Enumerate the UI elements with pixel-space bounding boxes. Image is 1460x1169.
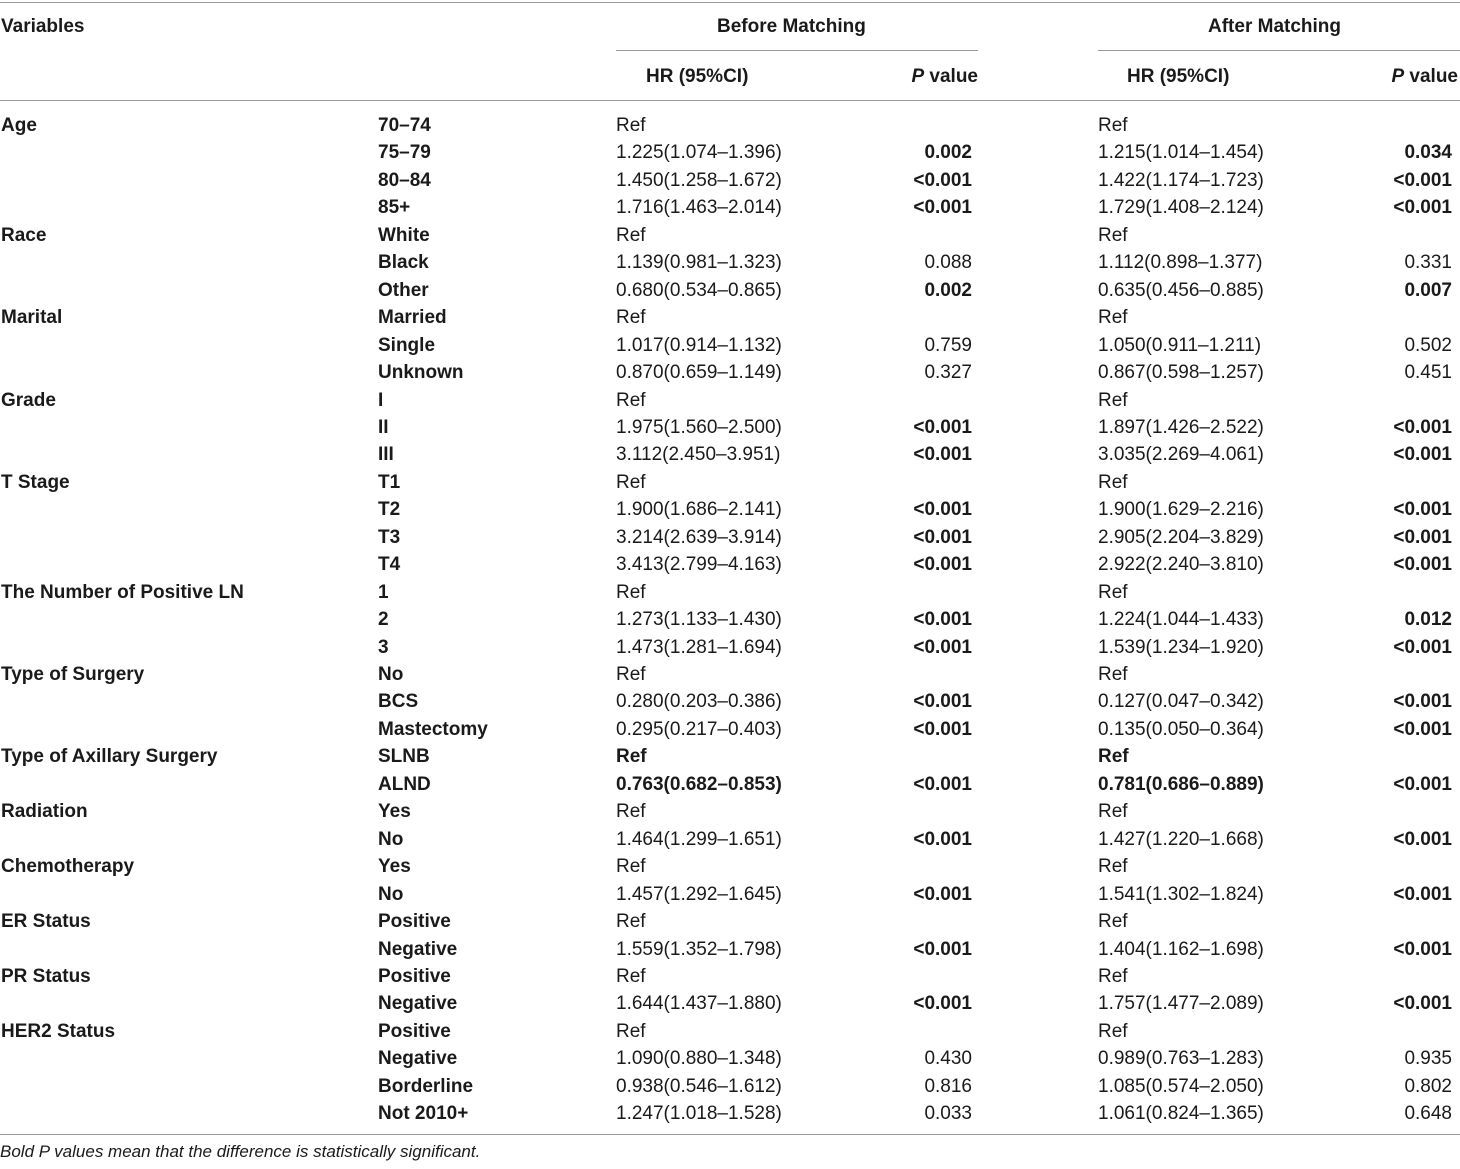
p-before-cell: <0.001: [913, 884, 972, 905]
hr-after-cell: 1.900(1.629–2.216): [1098, 499, 1264, 520]
hr-after-cell: 1.729(1.408–2.124): [1098, 197, 1264, 218]
hr-before-cell: 0.680(0.534–0.865): [616, 280, 782, 301]
variable-level: 75–79: [378, 142, 431, 163]
hr-before-cell: 1.559(1.352–1.798): [616, 939, 782, 960]
hr-before-cell: 1.473(1.281–1.694): [616, 637, 782, 658]
hr-before-cell: 1.644(1.437–1.880): [616, 993, 782, 1014]
hr-after-cell: 1.757(1.477–2.089): [1098, 993, 1264, 1014]
p-after-cell: <0.001: [1393, 993, 1452, 1014]
variable-level: Unknown: [378, 362, 464, 383]
variable-name: Age: [1, 115, 37, 136]
p-after-cell: 0.007: [1404, 280, 1452, 301]
p-after-cell: 0.451: [1404, 362, 1452, 383]
hr-before-cell: 1.017(0.914–1.132): [616, 335, 782, 356]
p-before-cell: 0.430: [924, 1048, 972, 1069]
p-after-cell: <0.001: [1393, 719, 1452, 740]
variable-name: The Number of Positive LN: [1, 582, 244, 603]
hr-before-cell: Ref: [616, 966, 646, 987]
variable-level: No: [378, 884, 404, 905]
variable-level: 1: [378, 582, 389, 603]
variable-level: 2: [378, 609, 389, 630]
hr-after-cell: Ref: [1098, 801, 1128, 822]
variable-level: White: [378, 225, 430, 246]
p-after-cell: <0.001: [1393, 170, 1452, 191]
variable-level: II: [378, 417, 389, 438]
p-after-cell: <0.001: [1393, 637, 1452, 658]
variable-level: No: [378, 664, 404, 685]
variable-level: T1: [378, 472, 401, 493]
hr-before-cell: 0.938(0.546–1.612): [616, 1076, 782, 1097]
p-before-cell: 0.002: [924, 142, 972, 163]
p-before-cell: 0.002: [924, 280, 972, 301]
hr-before-cell: Ref: [616, 115, 646, 136]
hr-before-cell: 1.090(0.880–1.348): [616, 1048, 782, 1069]
after-group-rule: [1098, 50, 1460, 51]
hr-after-cell: 1.050(0.911–1.211): [1098, 335, 1262, 356]
p-after-cell: <0.001: [1393, 691, 1452, 712]
p-before-cell: <0.001: [913, 554, 972, 575]
variable-level: Not 2010+: [378, 1103, 469, 1124]
header-variables: Variables: [1, 16, 85, 37]
p-before-cell: <0.001: [913, 197, 972, 218]
hr-after-cell: 1.422(1.174–1.723): [1098, 170, 1264, 191]
p-after-cell: <0.001: [1393, 444, 1452, 465]
p-after-cell: <0.001: [1393, 774, 1452, 795]
hr-after-cell: 3.035(2.269–4.061): [1098, 444, 1264, 465]
hr-after-cell: 0.781(0.686–0.889): [1098, 774, 1264, 795]
hr-before-cell: Ref: [616, 801, 646, 822]
variable-name: Marital: [1, 307, 63, 328]
p-after-cell: <0.001: [1393, 829, 1452, 850]
variable-level: SLNB: [378, 746, 430, 767]
variable-level: I: [378, 390, 384, 411]
hr-after-cell: Ref: [1098, 746, 1129, 767]
hr-before-cell: 0.295(0.217–0.403): [616, 719, 782, 740]
p-before-cell: 0.033: [924, 1103, 972, 1124]
variable-level: Black: [378, 252, 429, 273]
hr-before-cell: Ref: [616, 1021, 646, 1042]
hr-after-cell: Ref: [1098, 390, 1128, 411]
hr-after-cell: Ref: [1098, 225, 1128, 246]
p-after-cell: 0.802: [1404, 1076, 1452, 1097]
variable-name: Type of Surgery: [1, 664, 145, 685]
footnote: Bold P values mean that the difference is statistically significant.: [0, 1142, 481, 1161]
p-before-cell: 0.759: [924, 335, 972, 356]
p-before-cell: <0.001: [913, 719, 972, 740]
header-before-matching: Before Matching: [717, 16, 866, 37]
p-after-cell: 0.034: [1404, 142, 1452, 163]
p-before-cell: <0.001: [913, 499, 972, 520]
p-after-cell: <0.001: [1393, 417, 1452, 438]
p-before-cell: <0.001: [913, 444, 972, 465]
p-after-cell: 0.502: [1404, 335, 1452, 356]
header-bottom-rule: [0, 100, 1460, 101]
variable-level: Married: [378, 307, 447, 328]
hr-before-cell: Ref: [616, 746, 647, 767]
variable-name: PR Status: [1, 966, 91, 987]
hr-after-cell: 1.085(0.574–2.050): [1098, 1076, 1264, 1097]
hr-after-cell: 1.224(1.044–1.433): [1098, 609, 1264, 630]
hr-after-cell: 2.905(2.204–3.829): [1098, 527, 1264, 548]
hr-before-cell: 1.464(1.299–1.651): [616, 829, 782, 850]
hr-after-cell: 1.427(1.220–1.668): [1098, 829, 1264, 850]
variable-level: III: [378, 444, 394, 465]
hr-before-cell: Ref: [616, 307, 646, 328]
hr-after-cell: Ref: [1098, 582, 1128, 603]
hr-after-cell: 2.922(2.240–3.810): [1098, 554, 1264, 575]
variable-level: T4: [378, 554, 401, 575]
hr-after-cell: 1.541(1.302–1.824): [1098, 884, 1264, 905]
hr-after-cell: Ref: [1098, 664, 1128, 685]
variable-name: Type of Axillary Surgery: [1, 746, 218, 767]
variable-level: 3: [378, 637, 389, 658]
variable-level: Positive: [378, 911, 451, 932]
variable-level: Positive: [378, 966, 451, 987]
hr-after-cell: Ref: [1098, 1021, 1128, 1042]
p-before-cell: <0.001: [913, 993, 972, 1014]
p-before-cell: <0.001: [913, 637, 972, 658]
variable-level: Negative: [378, 993, 458, 1014]
hr-before-cell: 1.139(0.981–1.323): [616, 252, 782, 273]
hr-after-cell: 0.989(0.763–1.283): [1098, 1048, 1264, 1069]
variable-level: BCS: [378, 691, 419, 712]
variable-level: ALND: [378, 774, 431, 795]
hr-before-cell: Ref: [616, 390, 646, 411]
hr-before-cell: Ref: [616, 225, 646, 246]
hr-before-cell: 1.716(1.463–2.014): [616, 197, 782, 218]
hr-after-cell: 1.897(1.426–2.522): [1098, 417, 1264, 438]
p-italic: P: [1391, 66, 1405, 87]
hr-after-cell: 0.635(0.456–0.885): [1098, 280, 1264, 301]
hr-before-cell: Ref: [616, 472, 646, 493]
variable-level: 70–74: [378, 115, 431, 136]
p-after-cell: 0.331: [1404, 252, 1452, 273]
variable-level: 80–84: [378, 170, 431, 191]
p-before-cell: 0.816: [924, 1076, 972, 1097]
p-after-cell: 0.012: [1404, 609, 1452, 630]
p-before-cell: 0.088: [924, 252, 972, 273]
hr-after-cell: 1.061(0.824–1.365): [1098, 1103, 1264, 1124]
hr-before-cell: Ref: [616, 664, 646, 685]
hr-before-cell: 1.273(1.133–1.430): [616, 609, 782, 630]
hr-after-cell: 1.215(1.014–1.454): [1098, 142, 1264, 163]
hr-before-cell: 1.247(1.018–1.528): [616, 1103, 782, 1124]
variable-level: Mastectomy: [378, 719, 488, 740]
hr-after-cell: Ref: [1098, 856, 1128, 877]
variable-name: HER2 Status: [1, 1021, 116, 1042]
before-group-rule: [616, 50, 978, 51]
hr-before-cell: 3.112(2.450–3.951): [616, 444, 781, 465]
p-before-cell: <0.001: [913, 609, 972, 630]
variable-level: 85+: [378, 197, 411, 218]
p-rest: value: [1404, 66, 1458, 87]
p-after-cell: 0.648: [1404, 1103, 1452, 1124]
variable-level: T3: [378, 527, 401, 548]
hr-before-cell: 1.457(1.292–1.645): [616, 884, 782, 905]
hr-before-cell: 1.900(1.686–2.141): [616, 499, 782, 520]
variable-name: T Stage: [1, 472, 70, 493]
hr-before-cell: Ref: [616, 856, 646, 877]
hr-after-cell: 0.867(0.598–1.257): [1098, 362, 1264, 383]
bottom-rule: [0, 1134, 1460, 1135]
p-after-cell: <0.001: [1393, 527, 1452, 548]
p-before-cell: <0.001: [913, 417, 972, 438]
hr-before-cell: 3.214(2.639–3.914): [616, 527, 782, 548]
p-before-cell: <0.001: [913, 527, 972, 548]
hr-before-cell: 1.225(1.074–1.396): [616, 142, 782, 163]
p-rest: value: [924, 66, 978, 87]
hr-before-cell: Ref: [616, 582, 646, 603]
variable-name: Grade: [1, 390, 56, 411]
p-after-cell: <0.001: [1393, 499, 1452, 520]
header-p-before: [898, 66, 978, 88]
hr-after-cell: Ref: [1098, 115, 1128, 136]
header-after-matching: After Matching: [1208, 16, 1341, 37]
variable-level: T2: [378, 499, 401, 520]
hr-after-cell: 1.404(1.162–1.698): [1098, 939, 1264, 960]
variable-name: Race: [1, 225, 47, 246]
p-after-cell: 0.935: [1404, 1048, 1452, 1069]
p-italic: P: [911, 66, 925, 87]
hr-before-cell: 0.870(0.659–1.149): [616, 362, 782, 383]
hr-before-cell: 0.280(0.203–0.386): [616, 691, 782, 712]
p-before-cell: <0.001: [913, 691, 972, 712]
hr-before-cell: 1.975(1.560–2.500): [616, 417, 782, 438]
variable-name: Radiation: [1, 801, 88, 822]
hr-after-cell: Ref: [1098, 911, 1128, 932]
p-after-cell: <0.001: [1393, 554, 1452, 575]
variable-level: Negative: [378, 1048, 458, 1069]
p-before-cell: 0.327: [924, 362, 972, 383]
hr-after-cell: Ref: [1098, 966, 1128, 987]
variable-level: Borderline: [378, 1076, 474, 1097]
p-before-cell: <0.001: [913, 829, 972, 850]
hr-after-cell: 0.135(0.050–0.364): [1098, 719, 1264, 740]
hr-before-cell: Ref: [616, 911, 646, 932]
p-after-cell: <0.001: [1393, 939, 1452, 960]
variable-level: No: [378, 829, 404, 850]
p-before-cell: <0.001: [913, 170, 972, 191]
hr-before-cell: 0.763(0.682–0.853): [616, 774, 782, 795]
variable-level: Yes: [378, 801, 411, 822]
hr-after-cell: 0.127(0.047–0.342): [1098, 691, 1264, 712]
hr-after-cell: 1.112(0.898–1.377): [1098, 252, 1263, 273]
header-p-after: [1378, 66, 1458, 88]
header-hr-after: HR (95%CI): [1127, 66, 1230, 87]
hr-before-cell: 1.450(1.258–1.672): [616, 170, 782, 191]
hr-after-cell: Ref: [1098, 472, 1128, 493]
p-after-cell: <0.001: [1393, 197, 1452, 218]
variable-level: Yes: [378, 856, 411, 877]
variable-level: Positive: [378, 1021, 451, 1042]
header-hr-before: HR (95%CI): [646, 66, 749, 87]
hr-after-cell: 1.539(1.234–1.920): [1098, 637, 1264, 658]
variable-level: Single: [378, 335, 436, 356]
variable-level: Other: [378, 280, 429, 301]
p-before-cell: <0.001: [913, 939, 972, 960]
top-rule: [0, 2, 1460, 3]
p-before-cell: <0.001: [913, 774, 972, 795]
variable-level: Negative: [378, 939, 458, 960]
hr-after-cell: Ref: [1098, 307, 1128, 328]
hr-before-cell: 3.413(2.799–4.163): [616, 554, 782, 575]
variable-name: ER Status: [1, 911, 91, 932]
p-after-cell: <0.001: [1393, 884, 1452, 905]
variable-name: Chemotherapy: [1, 856, 135, 877]
